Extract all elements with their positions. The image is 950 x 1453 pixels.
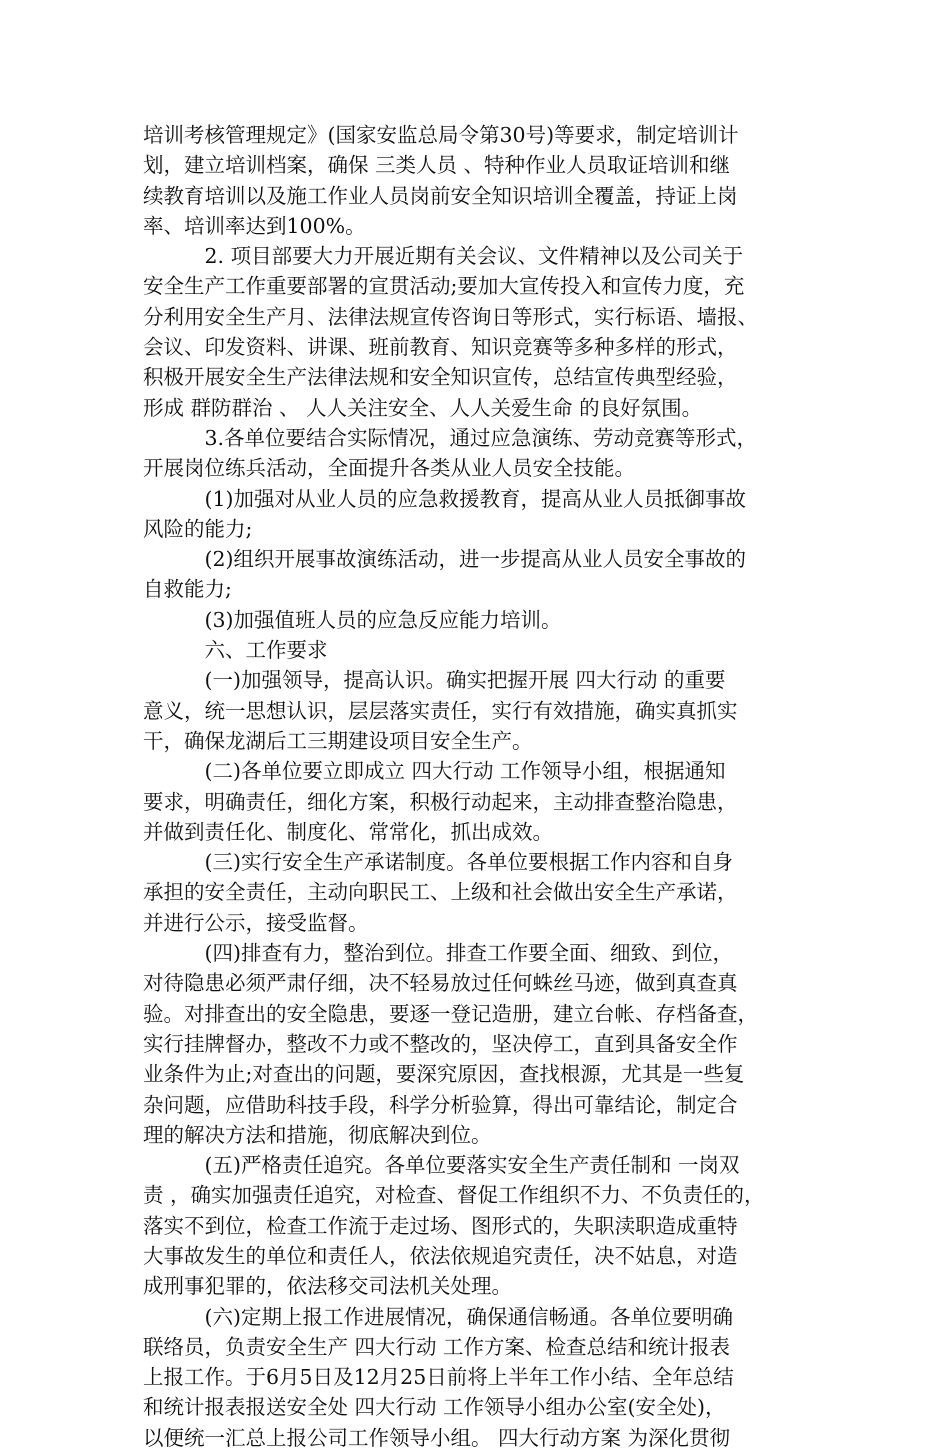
text-line: 3.各单位要结合实际情况，通过应急演练、劳动竞赛等形式，: [143, 425, 758, 450]
text-line: 实行挂牌督办，整改不力或不整改的，坚决停工，直到具备安全作: [143, 1031, 738, 1056]
text-line: 和统计报表报送安全处 四大行动 工作领导小组办公室(安全处)，: [143, 1395, 726, 1420]
text-line: 并进行公示，接受监督。: [143, 910, 369, 935]
text-line: 验。对排查出的安全隐患，要逐一登记造册，建立台帐、存档备查，: [143, 1001, 758, 1026]
text-line: (1)加强对从业人员的应急救援教育，提高从业人员抵御事故: [143, 486, 747, 511]
section-heading: 六、工作要求: [143, 638, 328, 663]
text-line: 业条件为止;对查出的问题，要深究原因，查找根源，尤其是一些复: [143, 1062, 745, 1087]
text-line: 培训考核管理规定》(国家安监总局令第30号)等要求，制定培训计: [143, 123, 739, 147]
text-line: (3)加强值班人员的应急反应能力培训。: [143, 607, 562, 632]
text-line: 意义，统一思想认识，层层落实责任，实行有效措施，确实真抓实: [143, 698, 738, 723]
text-line: 成刑事犯罪的，依法移交司法机关处理。: [143, 1274, 512, 1299]
text-line: 对待隐患必须严肃仔细，决不轻易放过任何蛛丝马迹，做到真查真: [143, 971, 738, 996]
text-line: 并做到责任化、制度化、常常化，抓出成效。: [143, 819, 553, 844]
text-line: 安全生产工作重要部署的宣贯活动;要加大宣传投入和宣传力度，充: [143, 274, 745, 299]
text-line: 分利用安全生产月、法律法规宣传咨询日等形式，实行标语、墙报、: [143, 304, 758, 329]
text-line: (2)组织开展事故演练活动，进一步提高从业人员安全事故的: [143, 547, 747, 572]
text-line: (一)加强领导，提高认识。确实把握开展 四大行动 的重要: [143, 668, 726, 693]
text-line: 风险的能力;: [143, 516, 253, 541]
text-line: 杂问题，应借助科技手段，科学分析验算，得出可靠结论，制定合: [143, 1092, 738, 1117]
text-line: 2. 项目部要大力开展近期有关会议、文件精神以及公司关于: [143, 244, 744, 269]
text-line: 联络员，负责安全生产 四大行动 工作方案、检查总结和统计报表: [143, 1334, 731, 1359]
text-line: 形成 群防群治 、 人人关注安全、人人关爱生命 的良好氛围。: [143, 395, 703, 420]
text-line: 以便统一汇总上报公司工作领导小组。 四大行动方案 为深化贯彻: [143, 1425, 731, 1450]
text-line: 落实不到位，检查工作流于走过场、图形式的，失职渎职造成重特: [143, 1213, 738, 1238]
text-line: (五)严格责任追究。各单位要落实安全生产责任制和 一岗双: [143, 1153, 740, 1178]
text-line: 会议、印发资料、讲课、班前教育、知识竞赛等多种多样的形式，: [143, 335, 738, 360]
text-line: 自救能力;: [143, 577, 232, 602]
text-line: (六)定期上报工作进展情况，确保通信畅通。各单位要明确: [143, 1304, 733, 1329]
text-line: (二)各单位要立即成立 四大行动 工作领导小组，根据通知: [143, 759, 726, 784]
text-line: 率、培训率达到100%。: [143, 213, 366, 238]
document-body: [143, 120, 813, 1453]
text-line: 积极开展安全生产法律法规和安全知识宣传，总结宣传典型经验，: [143, 365, 738, 390]
text-line: 划，建立培训档案，确保 三类人员 、特种作业人员取证培训和继: [143, 153, 731, 178]
text-line: 续教育培训以及施工作业人员岗前安全知识培训全覆盖，持证上岗: [143, 183, 738, 208]
text-line: 理的解决方法和措施，彻底解决到位。: [143, 1122, 492, 1147]
text-line: 大事故发生的单位和责任人，依法依规追究责任，决不姑息，对造: [143, 1243, 738, 1268]
text-line: 要求，明确责任，细化方案，积极行动起来，主动排查整治隐患，: [143, 789, 738, 814]
text-line: 承担的安全责任，主动向职民工、上级和社会做出安全生产承诺，: [143, 880, 738, 905]
text-line: (三)实行安全生产承诺制度。各单位要根据工作内容和自身: [143, 850, 733, 875]
text-line: 上报工作。于6月5日及12月25日前将上半年工作小结、全年总结: [143, 1365, 734, 1390]
text-line: 干，确保龙湖后工三期建设项目安全生产。: [143, 728, 533, 753]
text-line: (四)排查有力，整治到位。排查工作要全面、细致、到位，: [143, 941, 733, 966]
text-line: 开展岗位练兵活动，全面提升各类从业人员安全技能。: [143, 456, 635, 481]
text-line: 责 ，确实加强责任追究，对检查、督促工作组织不力、不负责任的，: [143, 1183, 765, 1208]
